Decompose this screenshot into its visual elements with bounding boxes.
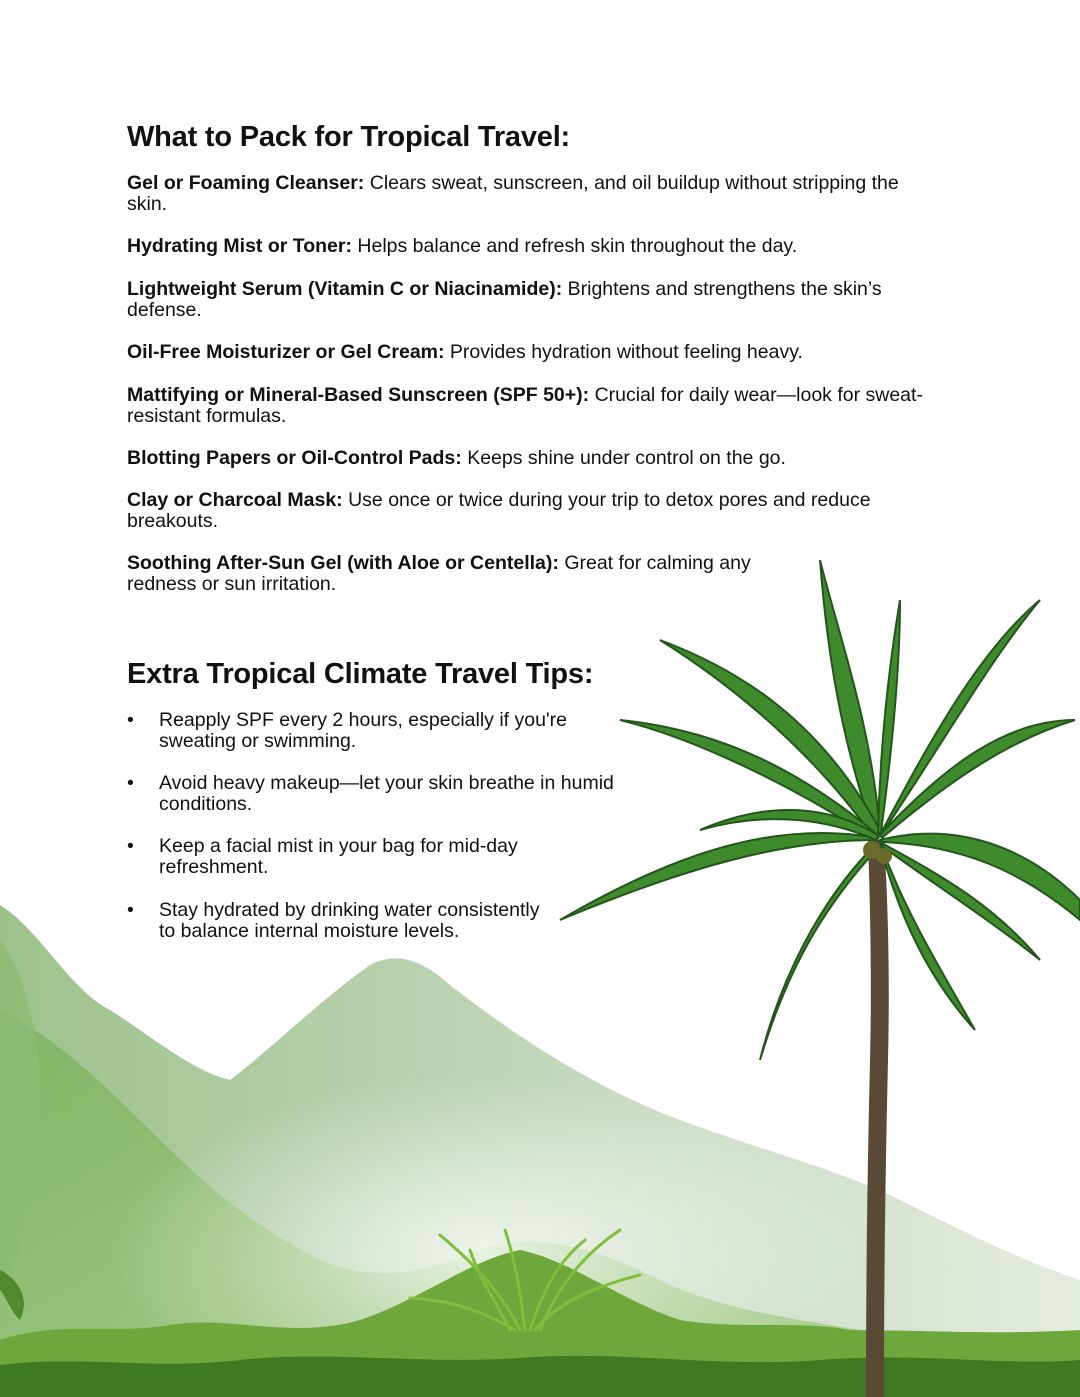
pack-item-sunscreen <box>127 385 937 427</box>
bullet-icon: • <box>127 899 134 921</box>
pack-item-desc: Brightens and strengthens the skin’s defense. <box>127 278 882 321</box>
pack-item-desc: Provides hydration without feeling heavy. <box>449 341 803 363</box>
pack-item-desc: Crucial for daily wear—look for sweat-resistant formulas. <box>127 384 923 427</box>
pack-item-serum <box>127 279 947 321</box>
tip-item <box>127 773 659 815</box>
pack-item-desc: Great for calming any redness or sun irritation. <box>127 552 751 595</box>
bullet-icon: • <box>127 709 134 731</box>
pack-item-mist <box>127 236 937 257</box>
pack-item-term: Hydrating Mist or Toner: <box>127 235 352 257</box>
pack-heading: What to Pack for Tropical Travel: <box>127 121 571 153</box>
pack-item-after-sun <box>127 553 817 595</box>
tip-item <box>127 900 544 942</box>
tips-heading: Extra Tropical Climate Travel Tips: <box>127 658 594 690</box>
tip-item <box>127 710 599 752</box>
tip-text: Reapply SPF every 2 hours, especially if you're sweating or swimming. <box>159 709 567 752</box>
pack-item-moisturizer <box>127 342 937 363</box>
pack-item-term: Gel or Foaming Cleanser: <box>127 172 365 194</box>
pack-item-term: Mattifying or Mineral-Based Sunscreen (SPF 50+): <box>127 384 590 406</box>
pack-item-desc: Use once or twice during your trip to detox pores and reduce breakouts. <box>127 489 871 532</box>
pack-item-cleanser <box>127 173 937 215</box>
bullet-icon: • <box>127 772 134 794</box>
pack-item-term: Blotting Papers or Oil-Control Pads: <box>127 447 462 469</box>
pack-item-mask <box>127 490 897 532</box>
pack-item-term: Oil-Free Moisturizer or Gel Cream: <box>127 341 445 363</box>
pack-item-term: Soothing After-Sun Gel (with Aloe or Centella): <box>127 552 559 574</box>
pack-item-blotting <box>127 448 937 469</box>
pack-item-term: Lightweight Serum (Vitamin C or Niacinamide): <box>127 278 563 300</box>
tip-text: Avoid heavy makeup—let your skin breathe in humid conditions. <box>159 772 614 815</box>
tip-text: Stay hydrated by drinking water consistently to balance internal moisture levels. <box>159 899 540 942</box>
pack-item-desc: Clears sweat, sunscreen, and oil buildup without stripping the skin. <box>127 172 899 215</box>
bullet-icon: • <box>127 835 134 857</box>
tip-item <box>127 836 559 878</box>
pack-item-desc: Keeps shine under control on the go. <box>467 447 786 469</box>
pack-item-desc: Helps balance and refresh skin throughout the day. <box>357 235 798 257</box>
tip-text: Keep a facial mist in your bag for mid-day refreshment. <box>159 835 518 878</box>
pack-item-term: Clay or Charcoal Mask: <box>127 489 343 511</box>
